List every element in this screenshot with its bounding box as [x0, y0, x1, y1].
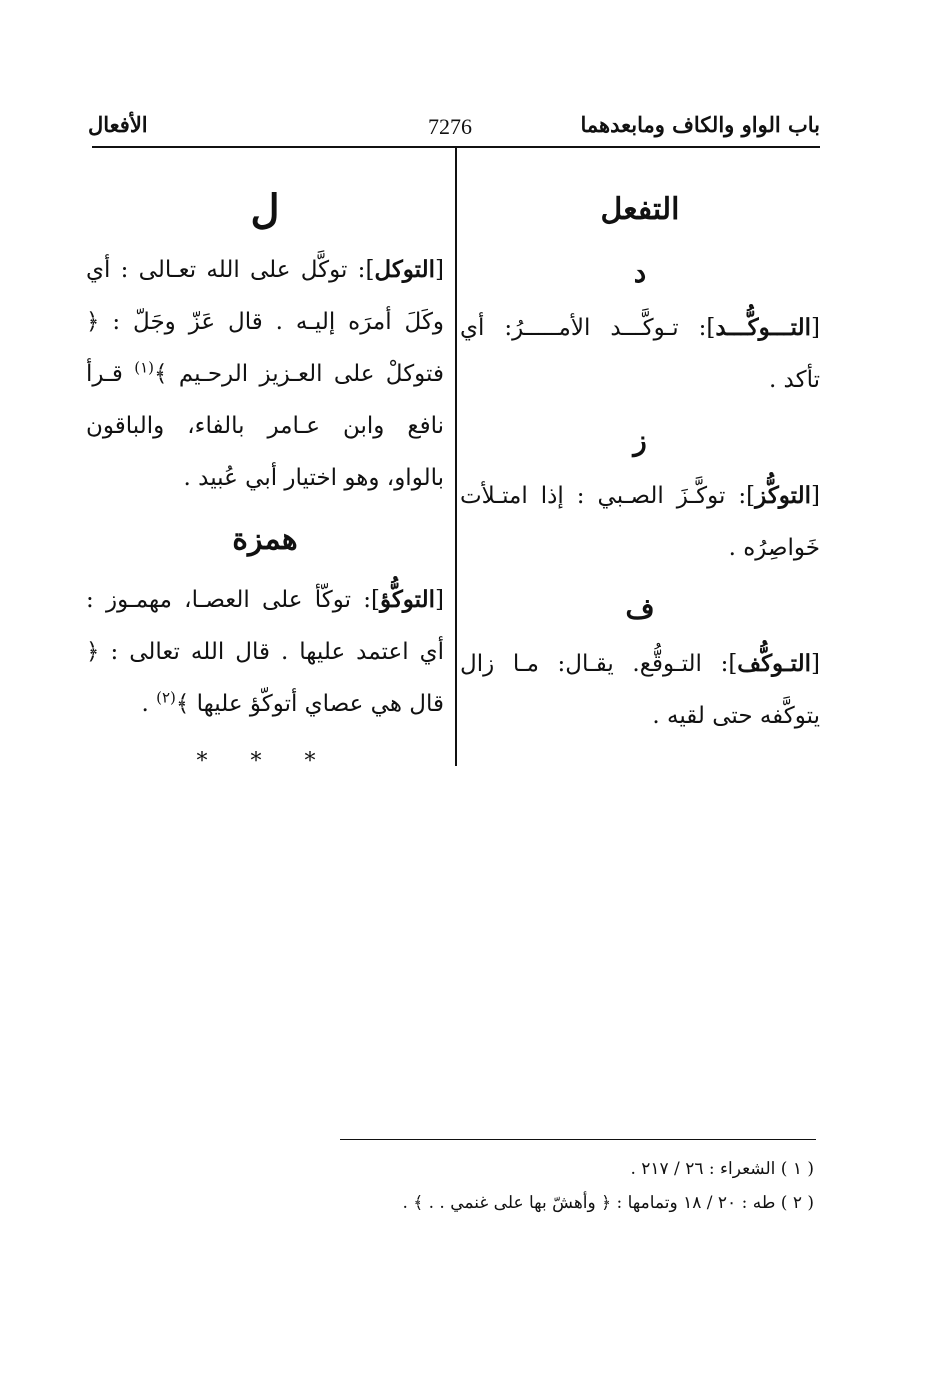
entry-term: التوكُّؤ [379, 586, 436, 613]
end-of-section-mark: * * * [196, 749, 334, 774]
entry-term: التـوكُّف [737, 650, 812, 677]
footnote-1: ( ١ ) الشعراء : ٢٦ / ٢١٧ . [630, 1159, 814, 1179]
right-column [460, 180, 820, 748]
footnote-ref: (١) [134, 358, 154, 377]
letter-heading-zay: ز [633, 424, 647, 457]
letter-heading-hamza: همزة [232, 522, 298, 557]
entry-definition-cont: قـرأ نافع وابن عـامر بالفاء، والباقون بالواو، وهو اختيار أبي عُبيد . [86, 361, 444, 491]
entry-definition: : توكّأ على العصـا، مهمـوز : أي اعتمد عليها . قال الله تعالى : ﴿ قال هي عصاي أتوكّؤ عليها ﴾ [86, 587, 444, 717]
running-title-chapter: باب الواو والكاف ومابعدهما [580, 112, 820, 137]
entry-definition: : تـوكَّـــد الأمـــــرُ: أي تأكد . [460, 315, 820, 393]
footnote-2: ( ٢ ) طه : ٢٠ / ١٨ وتمامها : ﴿ وأهشّ بها على غنمي . . ﴾ . [402, 1193, 814, 1213]
footnote-ref: (٢) [156, 688, 176, 707]
entry-tawakkuz: [التوكُّز]: توكَّـزَ الصـبي : إذا امتـلأت خَواصِرُه . [460, 482, 820, 561]
entry-term: التوكل [374, 256, 436, 283]
running-title-section: الأفعال [88, 112, 148, 137]
entry-term: التـــوكُّـــد [715, 314, 812, 341]
letter-heading-fa: ف [625, 592, 655, 625]
entry-definition: : توكَّل على الله تعـالى : أي وكَلَ أمرَه إليـه . قال عَزّ وجَلّ : ﴿ فتوكلْ على العـزيز الرحـيم ﴾ [86, 257, 444, 387]
letter-heading-dal: د [633, 256, 647, 289]
page-number: 7276 [428, 114, 472, 139]
section-title: التفعل [600, 192, 680, 227]
footnote-rule [340, 1139, 816, 1140]
column-divider [455, 148, 457, 766]
entry-tawakkuu: [التوكُّؤ]: توكّأ على العصـا، مهمـوز : أي اعتمد عليها . قال الله تعالى : ﴿ قال هي عصاي أتوكّؤ عليها ﴾$^{(٢)}$ . [86, 586, 444, 717]
entry-tawakkud: [التـــوكُّـــد]: تـوكَّـــد الأمـــــرُ: أي تأكد . [460, 314, 820, 393]
entry-term: التوكُّز [755, 482, 812, 509]
entry-tawakkuf: [التـوكُّف]: التـوقُّع. يقـال: مـا زال يتوكَّفه حتى لقيه . [460, 650, 820, 729]
entry-tawakkul: [التوكل]: توكَّل على الله تعـالى : أي وكَلَ أمرَه إليـه . قال عَزّ وجَلّ : ﴿ فتوكلْ على العـزيز الرحـيم ﴾$^{(١)}$ قـرأ نافع وابن عـامر بالفاء، والباقون بالواو، وهو اختيار أبي عُبيد . [86, 256, 444, 491]
entry-definition: : التـوقُّع. يقـال: مـا زال يتوكَّفه حتى لقيه . [460, 651, 820, 729]
entry-definition-cont: . [141, 691, 157, 717]
page-header [88, 108, 820, 144]
letter-heading-lam: ل [250, 186, 280, 233]
entry-definition: : توكَّـزَ الصـبي : إذا امتـلأت خَواصِرُه . [460, 483, 820, 561]
left-column [86, 180, 444, 788]
footnotes [334, 1152, 814, 1220]
